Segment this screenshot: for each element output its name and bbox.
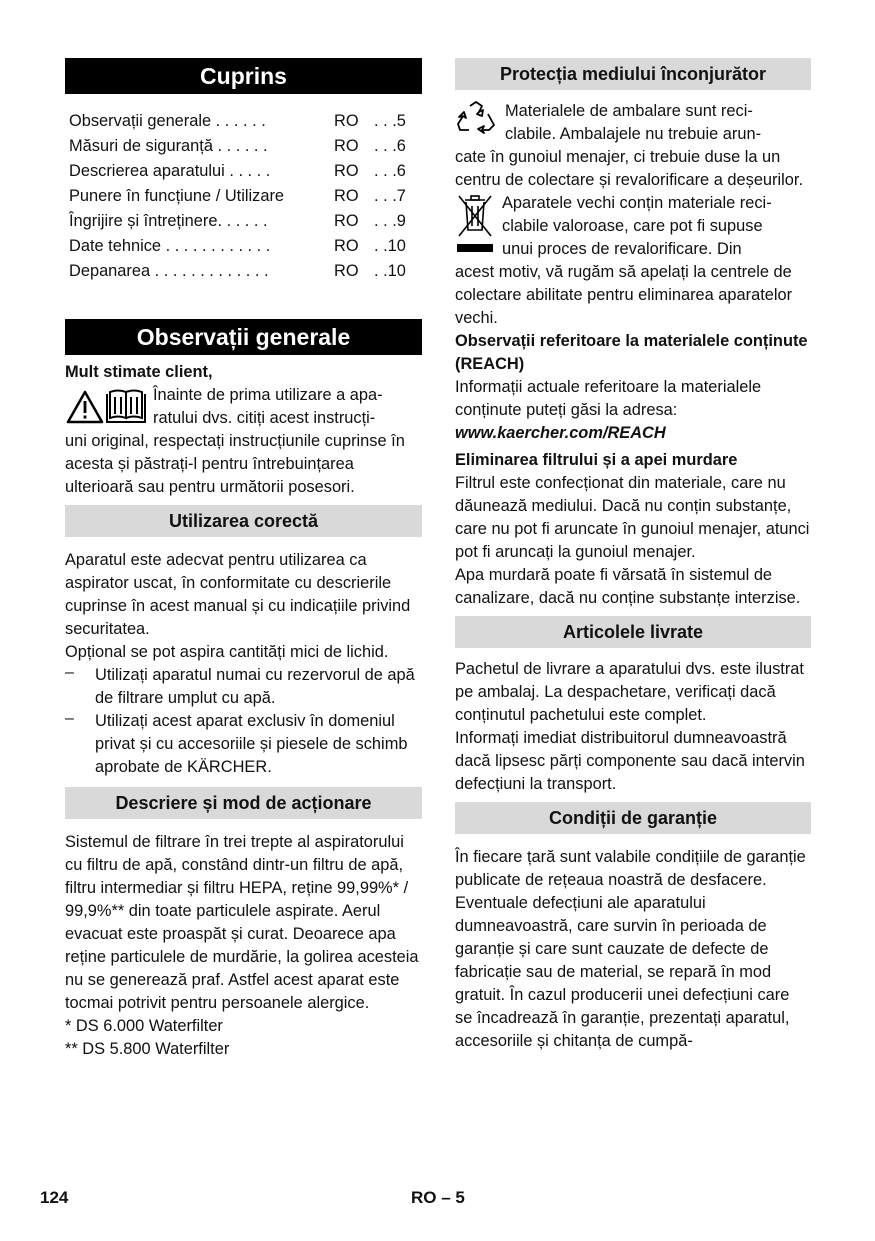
recycle-line: Materialele de ambalare sunt reci-	[505, 102, 753, 120]
toc-lang: RO	[334, 187, 359, 205]
footnote: * DS 6.000 Waterfilter	[65, 1017, 223, 1035]
left-column	[65, 58, 422, 1061]
weee-line: Aparatele vechi conțin materiale reci-	[502, 194, 772, 212]
reach-link[interactable]: www.kaercher.com/REACH	[455, 424, 666, 442]
warning-icon	[68, 392, 102, 422]
recycle-text: cate în gunoiul menajer, ci trebuie duse la un centru de colectare și revalorificare a deșeurilor.	[455, 148, 804, 189]
toc-page: . . .7	[374, 187, 406, 205]
list-item-text: Utilizați aparatul numai cu rezervorul de apă de filtrare umplut cu apă.	[95, 666, 415, 707]
general-heading: Observații generale	[65, 319, 422, 355]
description-paragraph: Sistemul de filtrare în trei trepte al aspiratorului cu filtru de apă, constând dintr-un filtru de apă, filtru intermediar și filtru HEPA, reține 99,99%* / 99,9%** din toate particulele aspirate. Aerul evacuat este proaspăt și curat. Deoarece apa reține particulele de murdărie, la golirea acesteia nu se generează praf. Astfel acest aparat este tocmai potrivit pentru persoanele alergice.	[65, 833, 419, 1012]
footnote: ** DS 5.800 Waterfilter	[65, 1040, 230, 1058]
toc-row[interactable]	[69, 259, 422, 284]
toc-lang: RO	[334, 212, 359, 230]
intro-icons	[65, 384, 153, 430]
toc-row[interactable]	[69, 209, 422, 234]
description-heading: Descriere și mod de acționare	[65, 787, 422, 819]
toc-title: Măsuri de siguranță . . . . . .	[69, 137, 268, 155]
recycle-block	[455, 100, 811, 146]
toc-row[interactable]	[69, 134, 422, 159]
filter-heading: Eliminarea filtrului și a apei murdare	[455, 451, 738, 469]
correct-use-paragraph: Opțional se pot aspira cantități mici de lichid.	[65, 643, 389, 661]
warranty-heading: Condiții de garanție	[455, 802, 811, 834]
section-page-label: RO – 5	[411, 1188, 465, 1207]
warranty-paragraph: În fiecare țară sunt valabile condițiile de garanție publicate de rețeaua noastră de desfacere. Eventuale defecțiuni ale aparatului dumneavoastră, care survin în perioada de garanție și care sunt cauzate de defecte de fabricație sau de material, se repară în mod gratuit. În cazul producerii unei defecțiuni care se încadrează în garanție, prezentați aparatul, accesoriile și chitanța de cumpă-	[455, 848, 806, 1050]
recycle-icon	[455, 100, 505, 146]
toc-page: . . .6	[374, 162, 406, 180]
toc-page: . . .9	[374, 212, 406, 230]
toc-row[interactable]	[69, 109, 422, 134]
read-manual-icon	[107, 391, 145, 423]
recycle-line: clabile. Ambalajele nu trebuie arun-	[505, 125, 762, 143]
toc-row[interactable]	[69, 159, 422, 184]
list-item	[65, 664, 422, 710]
weee-line: unui proces de revalorificare. Din	[502, 240, 742, 258]
salutation: Mult stimate client,	[65, 363, 213, 381]
list-item-text: Utilizați acest aparat exclusiv în domeniul privat și cu accesoriile și piesele de schimb aprobate de KÄRCHER.	[95, 712, 408, 776]
filter-paragraph: Filtrul este confecționat din materiale, care nu dăunează mediului. Dacă nu conțin substanțe, care nu pot fi aruncate în gunoiul menajer, atunci pot fi aruncați la gunoiul menajer.	[455, 474, 810, 561]
toc-page: . .10	[374, 237, 406, 255]
page-number: 124	[40, 1188, 69, 1207]
toc-row[interactable]	[69, 184, 422, 209]
toc-lang: RO	[334, 262, 359, 280]
intro-block	[65, 384, 422, 430]
toc-lang: RO	[334, 162, 359, 180]
toc-title: Descrierea aparatului . . . . .	[69, 162, 271, 180]
table-of-contents	[69, 109, 422, 284]
reach-text: Informații actuale referitoare la materialele conținute puteți găsi la adresa:	[455, 378, 762, 419]
toc-row[interactable]	[69, 234, 422, 259]
environment-heading: Protecția mediului înconjurător	[455, 58, 811, 90]
toc-title: Date tehnice . . . . . . . . . . . .	[69, 237, 271, 255]
toc-page: . .10	[374, 262, 406, 280]
intro-line: ratului dvs. citiți acest instrucți-	[153, 409, 376, 427]
weee-text: acest motiv, vă rugăm să apelați la centrele de colectare abilitate pentru eliminarea aparatelor vechi.	[455, 263, 793, 327]
right-column	[455, 58, 811, 1053]
weee-block	[455, 192, 811, 261]
list-dash: –	[65, 664, 74, 681]
scope-paragraph: Pachetul de livrare a aparatului dvs. este ilustrat pe ambalaj. La despachetare, verificați dacă conținutul pachetului este complet.	[455, 660, 804, 724]
weee-line: clabile valoroase, care pot fi supuse	[502, 217, 763, 235]
intro-text: uni original, respectați instrucțiunile cuprinse în acesta și păstrați-l pentru întrebuințarea ulterioară sau pentru următorii posesori.	[65, 432, 405, 496]
toc-lang: RO	[334, 237, 359, 255]
correct-use-heading: Utilizarea corectă	[65, 505, 422, 537]
toc-lang: RO	[334, 137, 359, 155]
filter-paragraph: Apa murdară poate fi vărsată în sistemul de canalizare, dacă nu conține substanțe interzise.	[455, 566, 801, 607]
intro-line: Înainte de prima utilizare a apa-	[153, 386, 383, 404]
list-dash: –	[65, 710, 74, 727]
crossed-bin-icon	[455, 192, 502, 261]
toc-title: Observații generale . . . . . .	[69, 112, 266, 130]
reach-heading: Observații referitoare la materialele conținute (REACH)	[455, 332, 808, 373]
toc-heading: Cuprins	[65, 58, 422, 94]
toc-title: Îngrijire și întreținere. . . . . .	[69, 212, 268, 230]
correct-use-paragraph: Aparatul este adecvat pentru utilizarea ca aspirator uscat, în conformitate cu descrierile cuprinse în acest manual și cu indicațiile privind securitatea.	[65, 551, 411, 638]
toc-lang: RO	[334, 112, 359, 130]
toc-page: . . .6	[374, 137, 406, 155]
toc-page: . . .5	[374, 112, 406, 130]
toc-title: Punere în funcțiune / Utilizare	[69, 187, 285, 205]
list-item	[65, 710, 422, 779]
toc-title: Depanarea . . . . . . . . . . . . .	[69, 262, 269, 280]
scope-heading: Articolele livrate	[455, 616, 811, 648]
scope-paragraph: Informați imediat distribuitorul dumneavoastră dacă lipsesc părți componente sau dacă intervin defecțiuni la transport.	[455, 729, 805, 793]
